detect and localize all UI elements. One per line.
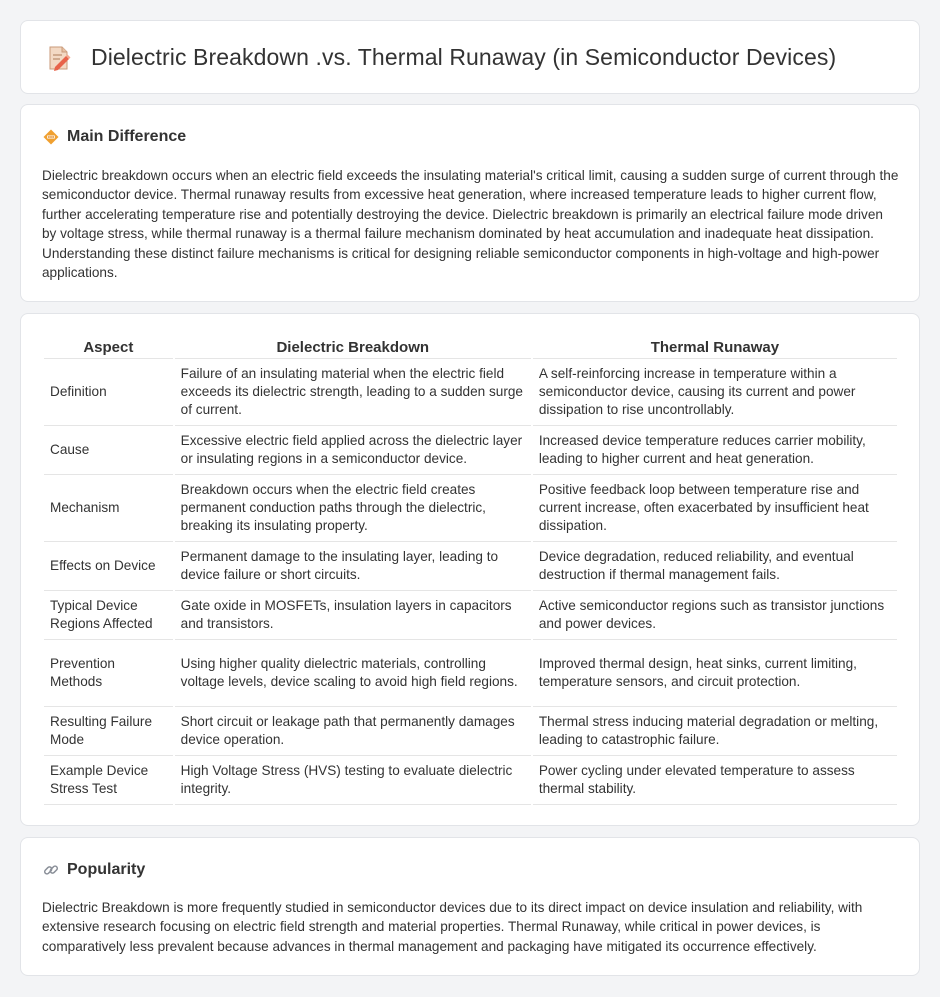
title-row bbox=[47, 44, 836, 71]
aspect-cell: Effects on Device bbox=[44, 542, 173, 591]
thermal-cell: Positive feedback loop between temperature rise and current increase, often exacerbated by insufficient heat dissipation. bbox=[533, 475, 897, 542]
dielectric-cell: High Voltage Stress (HVS) testing to evaluate dielectric integrity. bbox=[175, 756, 531, 805]
table-header-row bbox=[44, 334, 897, 359]
main-difference-card bbox=[20, 104, 920, 302]
document-edit-icon bbox=[47, 45, 71, 71]
dielectric-cell: Gate oxide in MOSFETs, insulation layers in capacitors and transistors. bbox=[175, 591, 531, 640]
popularity-card bbox=[20, 837, 920, 976]
table-row bbox=[44, 426, 897, 475]
table-row bbox=[44, 359, 897, 426]
link-icon bbox=[43, 862, 59, 878]
table-row bbox=[44, 756, 897, 805]
thermal-cell: A self-reinforcing increase in temperature within a semiconductor device, causing its current and power dissipation to rise uncontrollably. bbox=[533, 359, 897, 426]
aspect-cell: Prevention Methods bbox=[44, 640, 173, 707]
header-aspect: Aspect bbox=[44, 334, 173, 359]
aspect-cell: Resulting Failure Mode bbox=[44, 707, 173, 756]
aspect-cell: Mechanism bbox=[44, 475, 173, 542]
aspect-cell: Example Device Stress Test bbox=[44, 756, 173, 805]
thermal-cell: Increased device temperature reduces carrier mobility, leading to higher current and heat generation. bbox=[533, 426, 897, 475]
dielectric-cell: Using higher quality dielectric materials, controlling voltage levels, device scaling to avoid high field regions. bbox=[175, 640, 531, 707]
aspect-cell: Cause bbox=[44, 426, 173, 475]
table-row bbox=[44, 591, 897, 640]
diamond-warning-icon bbox=[43, 129, 59, 145]
dielectric-cell: Permanent damage to the insulating layer, leading to device failure or short circuits. bbox=[175, 542, 531, 591]
dielectric-cell: Breakdown occurs when the electric field creates permanent conduction paths through the dielectric, breaking its insulating property. bbox=[175, 475, 531, 542]
table-row bbox=[44, 640, 897, 707]
comparison-card bbox=[20, 313, 920, 826]
popularity-header bbox=[43, 861, 145, 879]
title-card bbox=[20, 20, 920, 94]
dielectric-cell: Excessive electric field applied across the dielectric layer or insulating regions in a semiconductor device. bbox=[175, 426, 531, 475]
thermal-cell: Active semiconductor regions such as transistor junctions and power devices. bbox=[533, 591, 897, 640]
header-thermal-runaway: Thermal Runaway bbox=[533, 334, 897, 359]
page-title: Dielectric Breakdown .vs. Thermal Runaway (in Semiconductor Devices) bbox=[91, 44, 837, 70]
main-difference-title: Main Difference bbox=[67, 128, 187, 145]
main-difference-header bbox=[43, 128, 186, 146]
aspect-cell: Typical Device Regions Affected bbox=[44, 591, 173, 640]
aspect-cell: Definition bbox=[44, 359, 173, 426]
main-difference-text: Dielectric breakdown occurs when an electric field exceeds the insulating material's critical limit, causing a sudden surge of current through the semiconductor device. Thermal runaway results from excessive heat generation, where increased temperature leads to higher current flow, further accelerating temperature rise and potentially destroying the device. Dielectric breakdown is primarily an electrical failure mode driven by voltage stress, while thermal runaway is a thermal failure mechanism dominated by heat accumulation and inadequate heat dissipation. Understanding these distinct failure mechanisms is critical for designing reliable semiconductor components in high-voltage and high-power applications. bbox=[42, 168, 899, 281]
dielectric-cell: Failure of an insulating material when the electric field exceeds its dielectric strength, leading to a sudden surge of current. bbox=[175, 359, 531, 426]
thermal-cell: Improved thermal design, heat sinks, current limiting, temperature sensors, and circuit protection. bbox=[533, 640, 897, 707]
header-dielectric-breakdown: Dielectric Breakdown bbox=[175, 334, 531, 359]
table-row bbox=[44, 475, 897, 542]
table-row bbox=[44, 542, 897, 591]
thermal-cell: Thermal stress inducing material degradation or melting, leading to catastrophic failure. bbox=[533, 707, 897, 756]
popularity-title: Popularity bbox=[67, 861, 146, 878]
comparison-table bbox=[42, 334, 899, 805]
thermal-cell: Power cycling under elevated temperature to assess thermal stability. bbox=[533, 756, 897, 805]
dielectric-cell: Short circuit or leakage path that permanently damages device operation. bbox=[175, 707, 531, 756]
table-row bbox=[44, 707, 897, 756]
thermal-cell: Device degradation, reduced reliability, and eventual destruction if thermal management fails. bbox=[533, 542, 897, 591]
popularity-text: Dielectric Breakdown is more frequently studied in semiconductor devices due to its direct impact on device insulation and reliability, with extensive research focusing on electric field strength and material properties. Thermal Runaway, while critical in power devices, is comparatively less prevalent because advances in thermal management and packaging have mitigated its occurrence effectively. bbox=[42, 900, 863, 954]
